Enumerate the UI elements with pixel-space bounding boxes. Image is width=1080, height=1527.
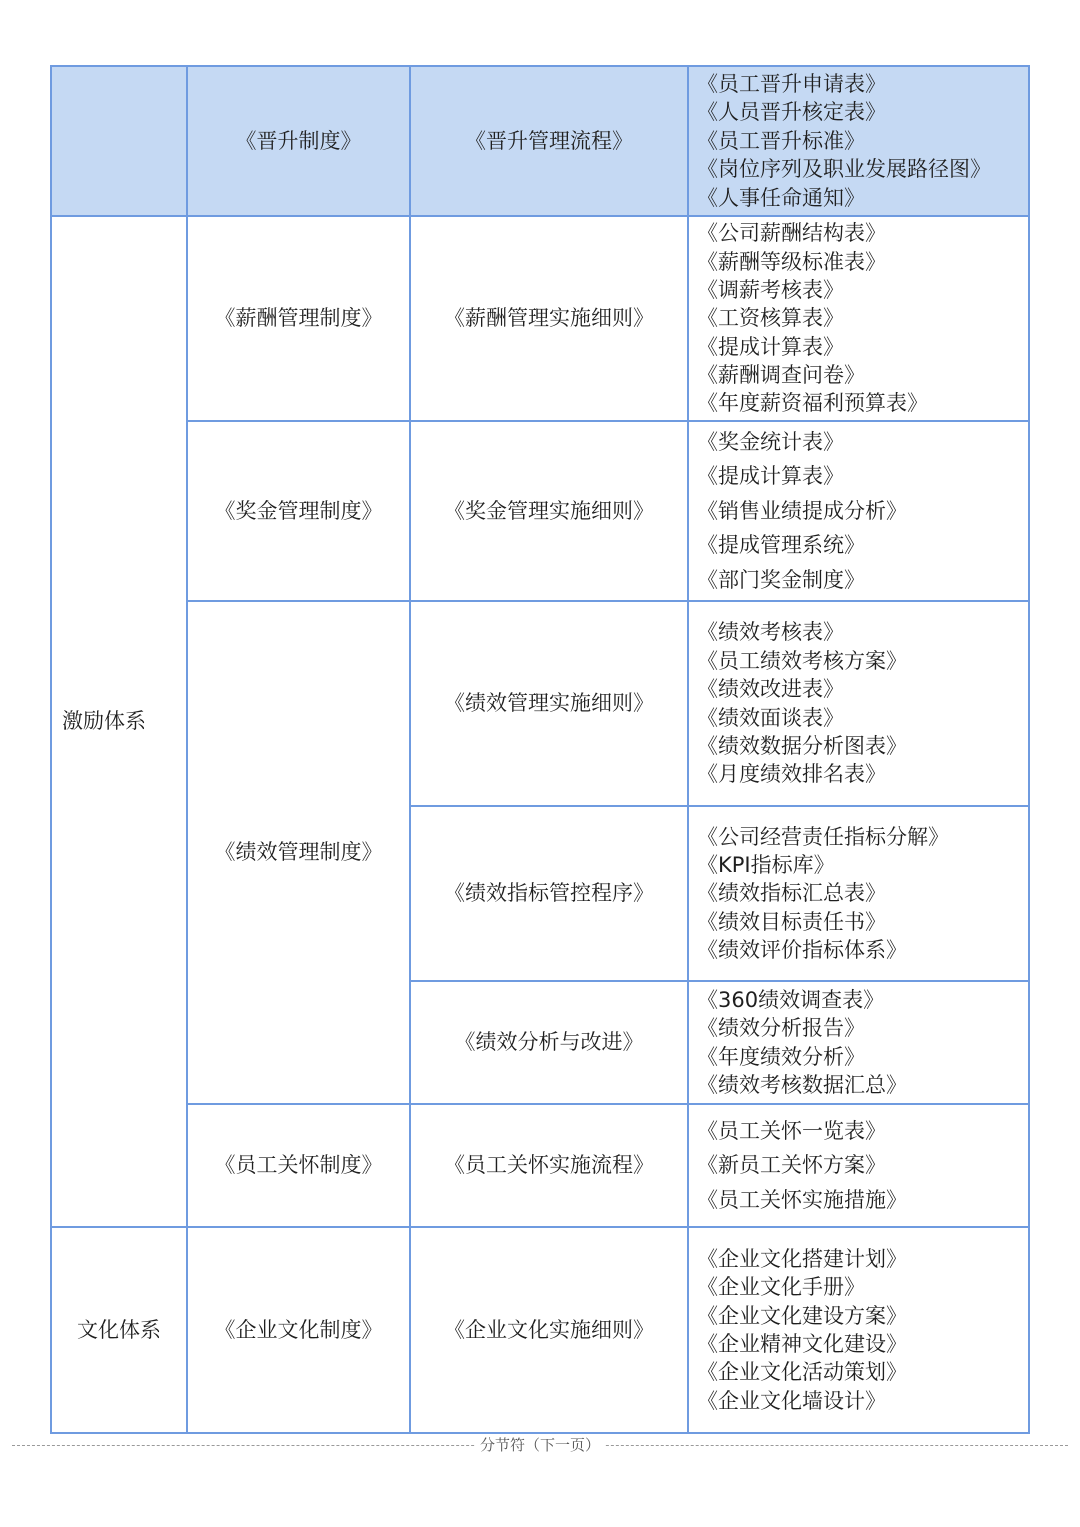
list-item: 《人事任命通知》 xyxy=(697,185,865,210)
procedure-cell: 《企业文化实施细则》 xyxy=(410,1227,688,1433)
list-item: 《员工绩效考核方案》 xyxy=(697,648,907,673)
section-break-label: 分节符（下一页） xyxy=(476,1436,604,1454)
procedure-cell: 《薪酬管理实施细则》 xyxy=(410,216,688,421)
forms-cell xyxy=(688,421,1029,601)
hr-system-table xyxy=(50,65,1030,1434)
list-item: 《新员工关怀方案》 xyxy=(697,1153,886,1178)
list-item: 《绩效改进表》 xyxy=(697,677,844,702)
forms-cell xyxy=(688,806,1029,981)
list-item: 《提成管理系统》 xyxy=(697,533,865,558)
list-item: 《绩效数据分析图表》 xyxy=(697,733,907,758)
list-item: 《360绩效调查表》 xyxy=(697,987,885,1012)
forms-cell xyxy=(688,1104,1029,1227)
list-item: 《绩效评价指标体系》 xyxy=(697,938,907,963)
list-item: 《KPI指标库》 xyxy=(697,852,835,877)
list-item: 《绩效考核表》 xyxy=(697,620,844,645)
list-item: 《人员晋升核定表》 xyxy=(697,100,886,125)
system-cell xyxy=(51,66,187,216)
forms-cell xyxy=(688,216,1029,421)
procedure-cell: 《绩效分析与改进》 xyxy=(410,981,688,1104)
procedure-cell: 《员工关怀实施流程》 xyxy=(410,1104,688,1227)
table-row xyxy=(51,216,1029,421)
list-item: 《公司薪酬结构表》 xyxy=(697,221,886,246)
list-item: 《绩效考核数据汇总》 xyxy=(697,1072,907,1097)
list-item: 《薪酬等级标准表》 xyxy=(697,249,886,274)
list-item: 《企业文化手册》 xyxy=(697,1275,865,1300)
list-item: 《提成计算表》 xyxy=(697,464,844,489)
table-row xyxy=(51,1104,1029,1227)
forms-cell xyxy=(688,981,1029,1104)
system-cell: 激励体系 xyxy=(51,216,187,1227)
list-item: 《员工晋升标准》 xyxy=(697,128,865,153)
list-item: 《企业文化建设方案》 xyxy=(697,1303,907,1328)
list-item: 《薪酬调查问卷》 xyxy=(697,363,865,388)
procedure-cell: 《奖金管理实施细则》 xyxy=(410,421,688,601)
list-item: 《企业文化活动策划》 xyxy=(697,1360,907,1385)
table-row xyxy=(51,66,1029,216)
list-item: 《员工关怀一览表》 xyxy=(697,1118,886,1143)
table-row xyxy=(51,421,1029,601)
procedure-cell: 《晋升管理流程》 xyxy=(410,66,688,216)
policy-cell: 《薪酬管理制度》 xyxy=(187,216,410,421)
list-item: 《部门奖金制度》 xyxy=(697,567,865,592)
list-item: 《调薪考核表》 xyxy=(697,277,844,302)
list-item: 《销售业绩提成分析》 xyxy=(697,498,907,523)
list-item: 《月度绩效排名表》 xyxy=(697,762,886,787)
system-cell: 文化体系 xyxy=(51,1227,187,1433)
policy-cell: 《员工关怀制度》 xyxy=(187,1104,410,1227)
policy-cell: 《企业文化制度》 xyxy=(187,1227,410,1433)
policy-cell: 《晋升制度》 xyxy=(187,66,410,216)
list-item: 《员工关怀实施措施》 xyxy=(697,1187,907,1212)
list-item: 《企业精神文化建设》 xyxy=(697,1332,907,1356)
procedure-cell: 《绩效管理实施细则》 xyxy=(410,601,688,806)
list-item: 《工资核算表》 xyxy=(697,306,844,331)
policy-cell: 《奖金管理制度》 xyxy=(187,421,410,601)
forms-cell xyxy=(688,1227,1029,1433)
list-item: 《年度薪资福利预算表》 xyxy=(697,391,928,416)
list-item: 《绩效分析报告》 xyxy=(697,1016,865,1041)
list-item: 《绩效指标汇总表》 xyxy=(697,881,886,906)
section-break xyxy=(0,1434,1080,1455)
table-row xyxy=(51,1227,1029,1433)
list-item: 《岗位序列及职业发展路径图》 xyxy=(697,157,991,182)
list-item: 《员工晋升申请表》 xyxy=(697,72,886,97)
list-item: 《年度绩效分析》 xyxy=(697,1044,865,1069)
forms-cell xyxy=(688,601,1029,806)
list-item: 《绩效面谈表》 xyxy=(697,705,844,730)
list-item: 《企业文化搭建计划》 xyxy=(697,1246,907,1271)
list-item: 《企业文化墙设计》 xyxy=(697,1388,886,1413)
list-item: 《绩效目标责任书》 xyxy=(697,909,886,934)
table-row xyxy=(51,601,1029,806)
list-item: 《公司经营责任指标分解》 xyxy=(697,824,949,849)
list-item: 《提成计算表》 xyxy=(697,334,844,359)
forms-cell xyxy=(688,66,1029,216)
list-item: 《奖金统计表》 xyxy=(697,430,844,455)
policy-cell: 《绩效管理制度》 xyxy=(187,601,410,1104)
procedure-cell: 《绩效指标管控程序》 xyxy=(410,806,688,981)
